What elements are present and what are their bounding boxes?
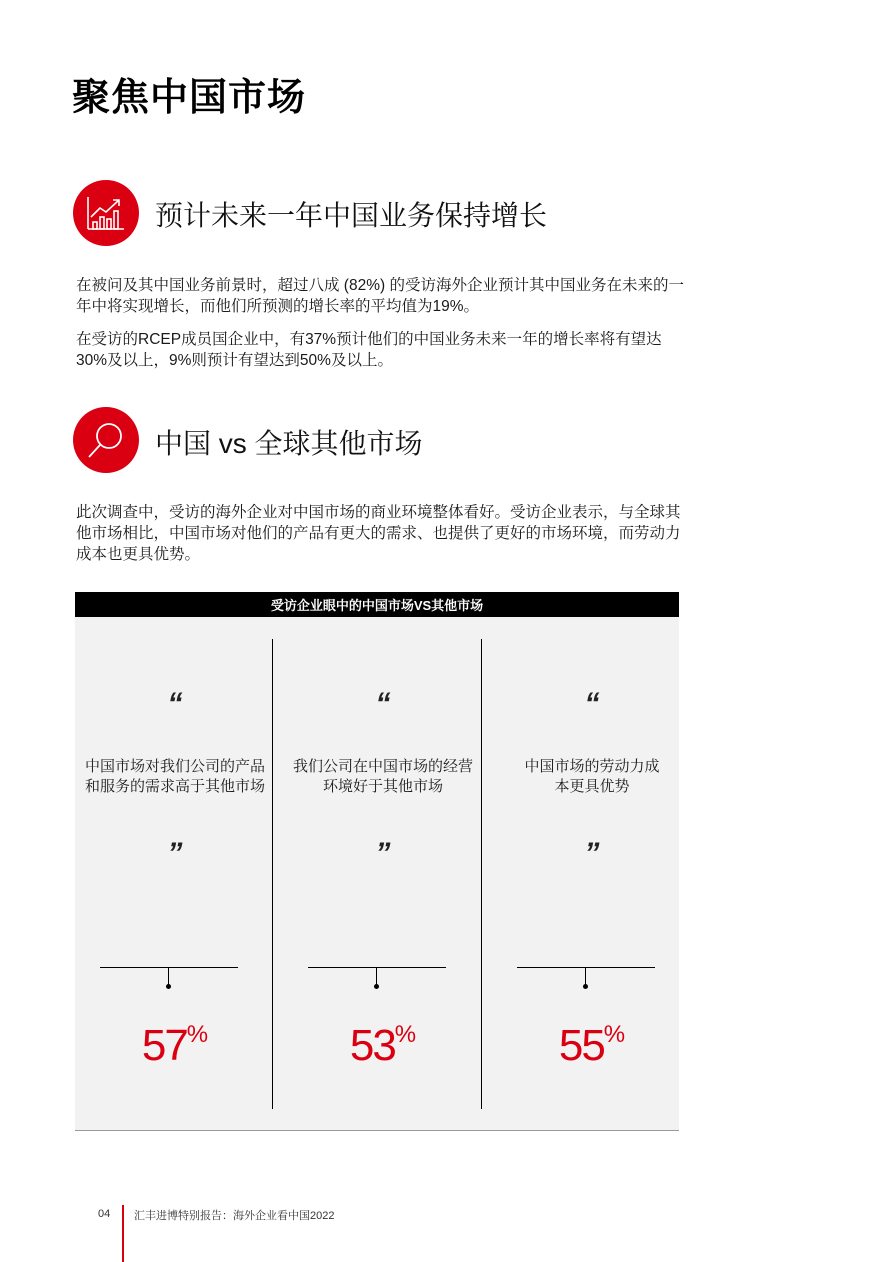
stat-percentage [492, 1010, 692, 1071]
connector-line [517, 967, 655, 968]
section-heading-china-vs-global: 中国 vs 全球其他市场 [155, 428, 423, 459]
percent-sign: % [186, 1021, 209, 1048]
connector-line [100, 967, 238, 968]
section-heading-growth: 预计未来一年中国业务保持增长 [155, 200, 548, 231]
stat-percentage [75, 1010, 275, 1071]
stat-percentage [283, 1010, 483, 1071]
stat-value: 55 [558, 1021, 604, 1070]
growth-paragraph-1: 在被问及其中国业务前景时，超过八成 (82%) 的受访海外企业预计其中国业务在未来的一年中将实现增长，而他们所预测的增长率的平均值为19%。 [76, 277, 684, 315]
statement-text: 中国市场对我们公司的产品和服务的需求高于其他市场 [85, 758, 266, 795]
percent-sign: % [394, 1021, 417, 1048]
china-vs-global-paragraph: 此次调查中，受访的海外企业对中国市场的商业环境整体看好。受访企业表示，与全球其他市场相比，中国市场对他们的产品有更大的需求、也提供了更好的市场环境，而劳动力成本也更具优势。 [76, 504, 681, 563]
statement-text: 中国市场的劳动力成本更具优势 [524, 758, 660, 795]
connector-tick [585, 967, 586, 987]
page-number: 04 [98, 1208, 111, 1220]
magnifier-icon [73, 407, 139, 473]
growth-paragraph-2: 在受访的RCEP成员国企业中，有37%预计他们的中国业务未来一年的增长率将有望达30%及以上，9%则预计有望达到50%及以上。 [76, 331, 662, 369]
panel-column-business-environment [283, 617, 483, 1130]
close-quote: ” [167, 837, 183, 870]
panel-title: 受访企业眼中的中国市场VS其他市场 [75, 592, 679, 617]
page-title: 聚焦中国市场 [72, 77, 307, 119]
panel-column-demand [75, 617, 275, 1130]
connector-tick [168, 967, 169, 987]
close-quote: ” [375, 837, 391, 870]
footer-divider [122, 1205, 124, 1262]
close-quote: ” [584, 837, 600, 870]
footer-report-title: 汇丰进博特别报告：海外企业看中国2022 [134, 1210, 335, 1222]
open-quote: “ [167, 687, 183, 720]
open-quote: “ [375, 687, 391, 720]
connector-tick [376, 967, 377, 987]
stat-value: 57 [141, 1021, 187, 1070]
connector-line [308, 967, 446, 968]
percent-sign: % [603, 1021, 626, 1048]
growth-chart-icon [73, 180, 139, 246]
open-quote: “ [584, 687, 600, 720]
panel-column-labor-cost [492, 617, 692, 1130]
statement-text: 我们公司在中国市场的经营环境好于其他市场 [293, 758, 474, 795]
stat-value: 53 [349, 1021, 395, 1070]
